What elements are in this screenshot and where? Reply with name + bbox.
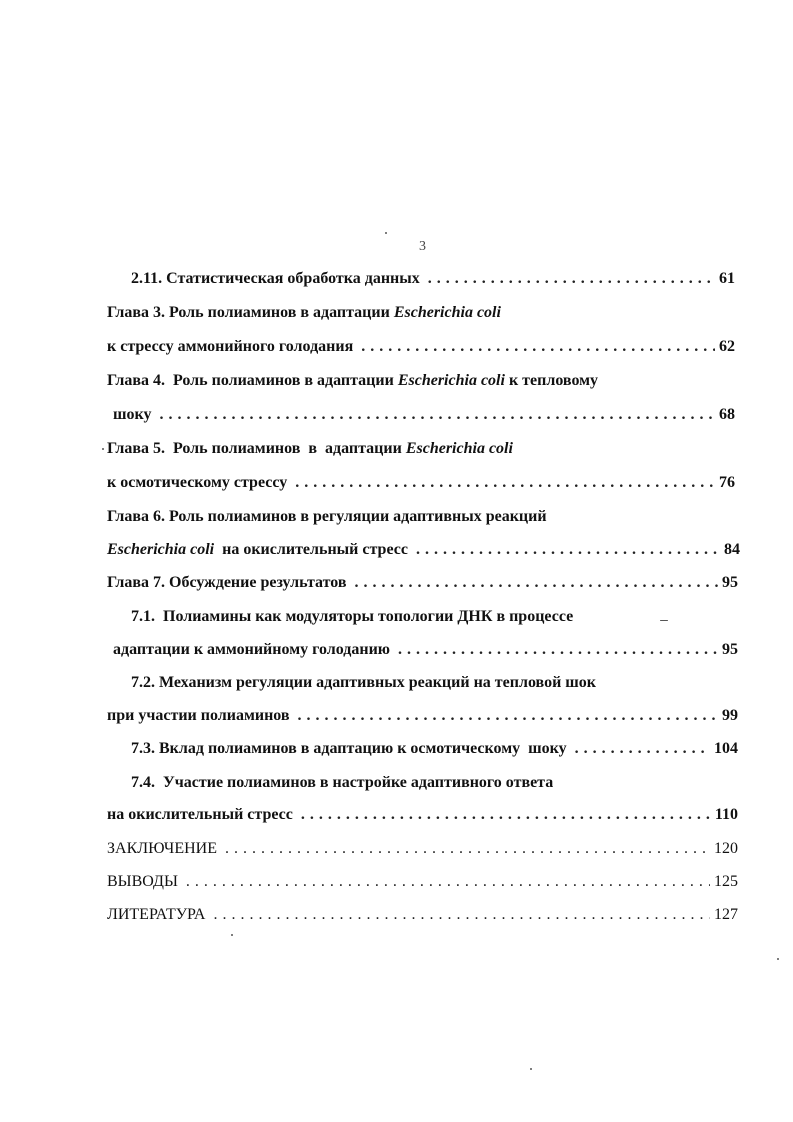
toc-entry-chapter-5 (107, 440, 735, 462)
toc-leader-dots (225, 840, 710, 858)
toc-page-number: 127 (714, 906, 738, 923)
toc-entry-7-4 (131, 774, 735, 796)
toc-entry-italic: Escherichia coli (393, 304, 501, 321)
scan-speck (777, 958, 779, 960)
toc-entry-title: ЗАКЛЮЧЕНИЕ (107, 840, 217, 857)
toc-entry-title: 7.4. Участие полиаминов в настройке адаптивного ответа (131, 774, 554, 791)
scan-speck (102, 448, 104, 450)
toc-page-number: 95 (722, 574, 738, 591)
toc-page-number: 84 (724, 541, 740, 558)
toc-entry-title: адаптации к аммонийному голоданию (113, 641, 391, 658)
toc-page-number: 125 (714, 873, 738, 890)
toc-entry-chapter-6 (107, 508, 735, 530)
toc-page-number: 76 (719, 474, 735, 491)
toc-entry-title: ВЫВОДЫ (107, 873, 178, 890)
toc-page-number: 95 (722, 641, 738, 658)
toc-entry-title: Глава 5. Роль полиаминов в адаптации (107, 440, 406, 457)
scan-speck (231, 934, 233, 936)
toc-entry-conclusion (107, 840, 738, 862)
toc-entry-chapter-4 (107, 372, 735, 394)
page-number: 3 (419, 239, 426, 254)
toc-entry-title: 7.2. Механизм регуляции адаптивных реакций на тепловой шок (131, 674, 597, 691)
toc-entry-7-3 (131, 740, 738, 762)
scan-speck (530, 1068, 532, 1070)
toc-entry-7-2 (131, 674, 735, 696)
toc-entry-2-11 (131, 270, 735, 292)
toc-leader-dots (355, 574, 718, 592)
toc-entry-title: Глава 3. Роль полиаминов в адаптации (107, 304, 394, 321)
toc-entry-literature (107, 906, 738, 928)
toc-entry-title: шоку (113, 406, 152, 423)
toc-entry-title: на окислительный стресс (107, 806, 293, 823)
scan-speck (385, 232, 387, 234)
toc-entry-title: 2.11. Статистическая обработка данных (131, 270, 420, 287)
toc-leader-dots (428, 270, 715, 288)
toc-entry-title: ЛИТЕРАТУРА (107, 906, 206, 923)
toc-entry-title-group (107, 541, 416, 559)
toc-entry-title: Глава 6. Роль полиаминов в регуляции адаптивных реакций (107, 508, 547, 525)
toc-entry-title: Глава 7. Обсуждение результатов (107, 574, 347, 591)
toc-entry-title: к осмотическому стрессу (107, 474, 288, 491)
toc-entry-italic: Escherichia coli (397, 372, 505, 389)
toc-entry-title: 7.3. Вклад полиаминов в адаптацию к осмотическому шоку (131, 740, 567, 757)
toc-entry-7-2-cont (107, 707, 738, 729)
scan-speck (660, 620, 668, 621)
toc-entry-findings (107, 873, 738, 895)
toc-leader-dots (361, 338, 715, 356)
toc-entry-chapter-4-cont (113, 406, 735, 428)
toc-leader-dots (213, 906, 710, 924)
toc-entry-7-1 (131, 608, 735, 630)
toc-page-number: 110 (714, 806, 738, 823)
toc-entry-chapter-5-cont (107, 474, 735, 496)
toc-entry-7-4-cont (107, 806, 738, 828)
toc-entry-italic: Escherichia coli (107, 541, 215, 558)
toc-entry-title-rest: к тепловому (504, 372, 599, 389)
toc-entry-title: при участии полиаминов (107, 707, 290, 724)
toc-page-number: 62 (719, 338, 735, 355)
toc-leader-dots (301, 806, 711, 824)
toc-leader-dots (295, 474, 715, 492)
toc-entry-chapter-3-cont (107, 338, 735, 360)
toc-page-number: 68 (719, 406, 735, 423)
toc-page-number: 120 (714, 840, 738, 857)
toc-entry-7-1-cont (113, 641, 738, 663)
toc-page-number: 61 (719, 270, 735, 287)
toc-entry-chapter-7 (107, 574, 738, 596)
toc-entry-chapter-6-cont (107, 541, 740, 563)
toc-entry-title: Глава 4. Роль полиаминов в адаптации (107, 372, 398, 389)
toc-entry-chapter-3 (107, 304, 735, 326)
toc-leader-dots (186, 873, 710, 891)
toc-entry-italic: Escherichia coli (405, 440, 513, 457)
toc-page-number: 99 (722, 707, 738, 724)
toc-leader-dots (160, 406, 716, 424)
toc-entry-title: к стрессу аммонийного голодания (107, 338, 354, 355)
toc-leader-dots (298, 707, 718, 725)
toc-entry-title: на окислительный стресс (214, 541, 408, 558)
toc-entry-title: 7.1. Полиамины как модуляторы топологии ДНК в процессе (131, 608, 574, 625)
toc-leader-dots (416, 541, 720, 559)
toc-leader-dots (575, 740, 710, 758)
toc-leader-dots (398, 641, 718, 659)
toc-page-number: 104 (714, 740, 738, 757)
